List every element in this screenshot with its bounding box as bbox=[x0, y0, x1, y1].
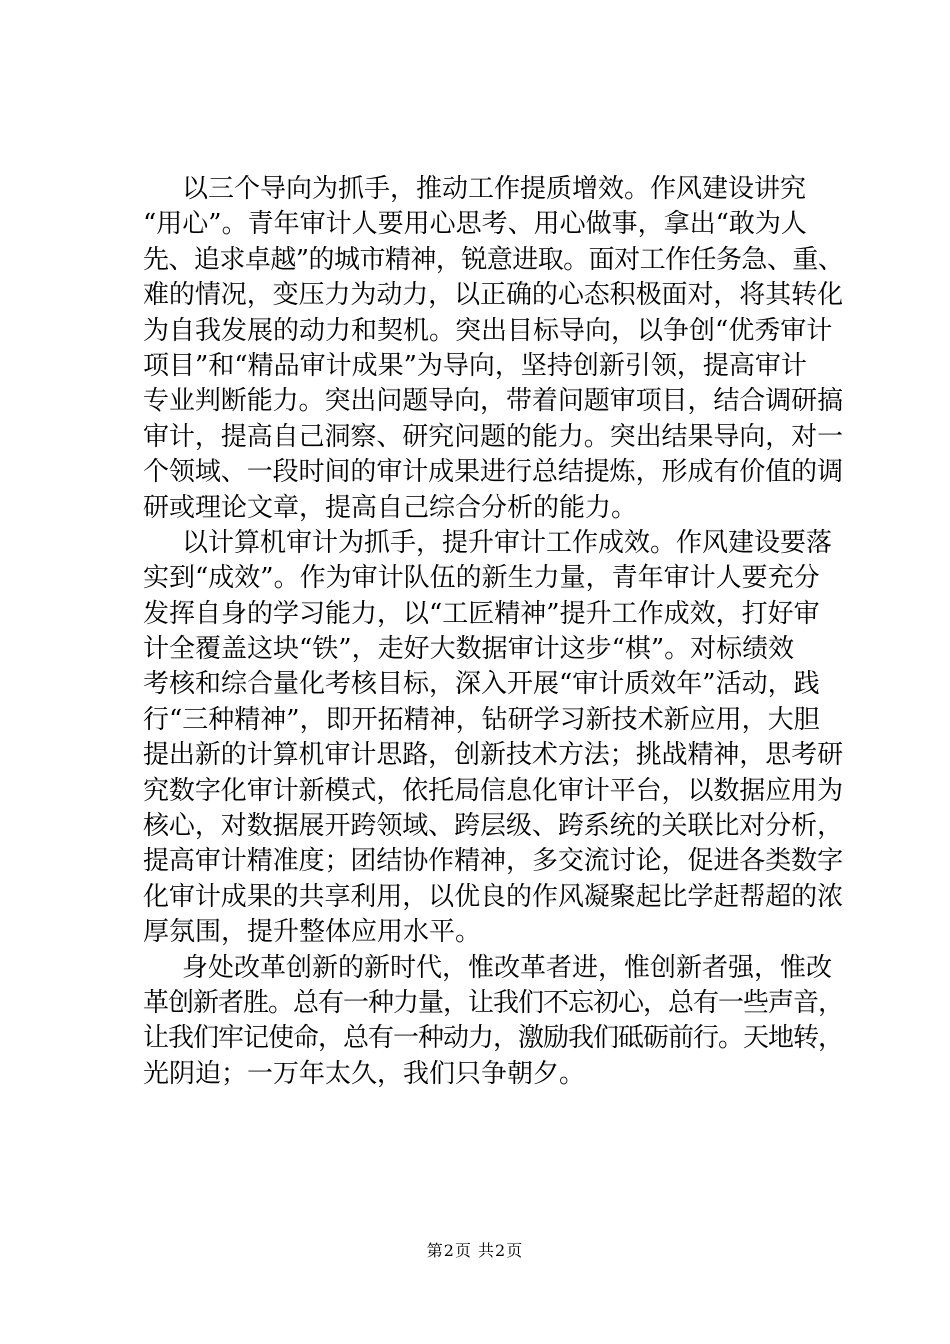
paragraph bbox=[143, 172, 843, 526]
paragraph-line: 先、追求卓越”的城市精神，锐意进取。面对工作任务急、重、 bbox=[143, 244, 844, 275]
document-body bbox=[143, 172, 843, 1092]
paragraph-line: 计全覆盖这块“铁”，走好大数据审计这步“棋”。对标绩效 bbox=[143, 634, 795, 665]
paragraph-line: 个领域、一段时间的审计成果进行总结提炼，形成有价值的调 bbox=[143, 457, 844, 488]
paragraph bbox=[143, 526, 843, 951]
paragraph-line: 研或理论文章，提高自己综合分析的能力。 bbox=[143, 492, 638, 523]
paragraph-line: 提高审计精准度；团结协作精神，多交流讨论，促进各类数字 bbox=[143, 846, 844, 877]
paragraph-line: 让我们牢记使命，总有一种动力，激励我们砥砺前行。天地转， bbox=[143, 1023, 844, 1054]
paragraph-line: 考核和综合量化考核目标，深入开展“审计质效年”活动，践 bbox=[143, 669, 820, 700]
paragraph-line: 难的情况，变压力为动力，以正确的心态积极面对，将其转化 bbox=[143, 280, 844, 311]
paragraph-line: 身处改革创新的新时代，惟改革者进，惟创新者强，惟改 bbox=[182, 952, 833, 983]
paragraph-line: 提出新的计算机审计思路，创新技术方法；挑战精神，思考研 bbox=[143, 740, 844, 771]
paragraph-line: 专业判断能力。突出问题导向，带着问题审项目，结合调研搞 bbox=[143, 386, 844, 417]
paragraph-line: 项目”和“精品审计成果”为导向，坚持创新引领，提高审计 bbox=[143, 350, 807, 381]
paragraph-line: 核心，对数据展开跨领域、跨层级、跨系统的关联比对分析， bbox=[143, 811, 844, 842]
paragraph-line: 行“三种精神”，即开拓精神，钻研学习新技术新应用，大胆 bbox=[143, 704, 820, 735]
paragraph-line: 化审计成果的共享利用，以优良的作风凝聚起比学赶帮超的浓 bbox=[143, 881, 844, 912]
paragraph-line: 以三个导向为抓手，推动工作提质增效。作风建设讲究 bbox=[182, 174, 807, 204]
paragraph-line: 厚氛围，提升整体应用水平。 bbox=[143, 917, 482, 948]
paragraph-line: 发挥自身的学习能力，以“工匠精神”提升工作成效，打好审 bbox=[143, 598, 820, 629]
paragraph-line: 为自我发展的动力和契机。突出目标导向，以争创“优秀审计 bbox=[143, 315, 833, 346]
paragraph bbox=[143, 951, 843, 1093]
paragraph-line: 光阴迫；一万年太久，我们只争朝夕。 bbox=[143, 1058, 586, 1089]
paragraph-line: 审计，提高自己洞察、研究问题的能力。突出结果导向，对一 bbox=[143, 421, 844, 452]
paragraph-line: 究数字化审计新模式，依托局信息化审计平台，以数据应用为 bbox=[143, 775, 844, 806]
paragraph-line: 实到“成效”。作为审计队伍的新生力量，青年审计人要充分 bbox=[143, 563, 820, 594]
paragraph-line: 以计算机审计为抓手，提升审计工作成效。作风建设要落 bbox=[182, 527, 833, 558]
paragraph-line: “用心”。青年审计人要用心思考、用心做事，拿出“敢为人 bbox=[143, 209, 807, 240]
paragraph-line: 革创新者胜。总有一种力量，让我们不忘初心，总有一些声音， bbox=[143, 987, 844, 1018]
page-footer: 第2页 共2页 bbox=[426, 1241, 524, 1260]
